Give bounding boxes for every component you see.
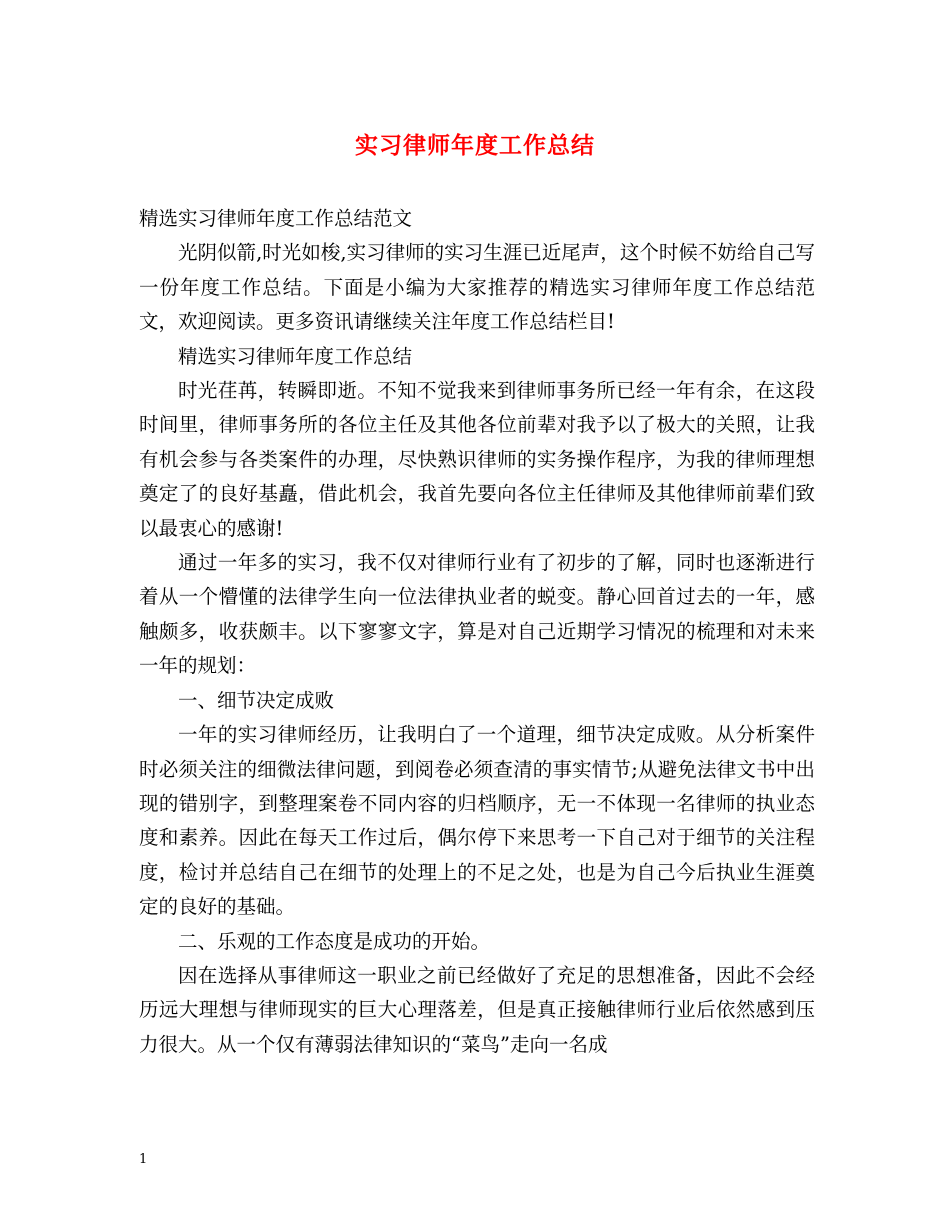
section-heading: 二、乐观的工作态度是成功的开始。 [178, 929, 491, 953]
paragraph-subtitle: 精选实习律师年度工作总结范文 [139, 207, 413, 230]
document-title: 实习律师年度工作总结 [355, 132, 595, 159]
paragraph: 通过一年多的实习，我不仅对律师行业有了初步的了解，同时也逐渐进行着从一个懵懂的法律学生向一位法律执业者的蜕变。静心回首过去的一年，感触颇多，收获颇丰。以下寥寥文字，算是对自己近期学习情况的梳理和对未来一年的规划： [139, 551, 815, 678]
paragraph-heading: 精选实习律师年度工作总结 [178, 344, 413, 368]
paragraph: 时光荏苒，转瞬即逝。不知不觉我来到律师事务所已经一年有余，在这段时间里，律师事务所的各位主任及其他各位前辈对我予以了极大的关照，让我有机会参与各类案件的办理，尽快熟识律师的实务操作程序，为我的律师理想奠定了的良好基矗，借此机会，我首先要向各位主任律师及其他律师前辈们致以最衷心的感谢! [139, 379, 815, 540]
paragraph: 一年的实习律师经历，让我明白了一个道理，细节决定成败。从分析案件时必须关注的细微法律问题，到阅卷必须查清的事实情节;从避免法律文书中出现的错别字，到整理案卷不同内容的归档顺序，无一不体现一名律师的执业态度和素养。因此在每天工作过后，偶尔停下来思考一下自己对于细节的关注程度，检讨并总结自己在细节的处理上的不足之处，也是为自己今后执业生涯奠定的良好的基础。 [139, 723, 815, 919]
paragraph-intro: 光阴似箭,时光如梭,实习律师的实习生涯已近尾声，这个时候不妨给自己写一份年度工作总结。下面是小编为大家推荐的精选实习律师年度工作总结范文，欢迎阅读。更多资讯请继续关注年度工作总结栏目! [139, 241, 815, 334]
document-body [139, 202, 815, 1062]
page-number: 1 [139, 1152, 148, 1167]
paragraph: 因在选择从事律师这一职业之前已经做好了充足的思想准备，因此不会经历远大理想与律师现实的巨大心理落差，但是真正接触律师行业后依然感到压力很大。从一个仅有薄弱法律知识的“菜鸟”走向一名成 [139, 963, 815, 1056]
section-heading: 一、细节决定成败 [178, 688, 335, 712]
